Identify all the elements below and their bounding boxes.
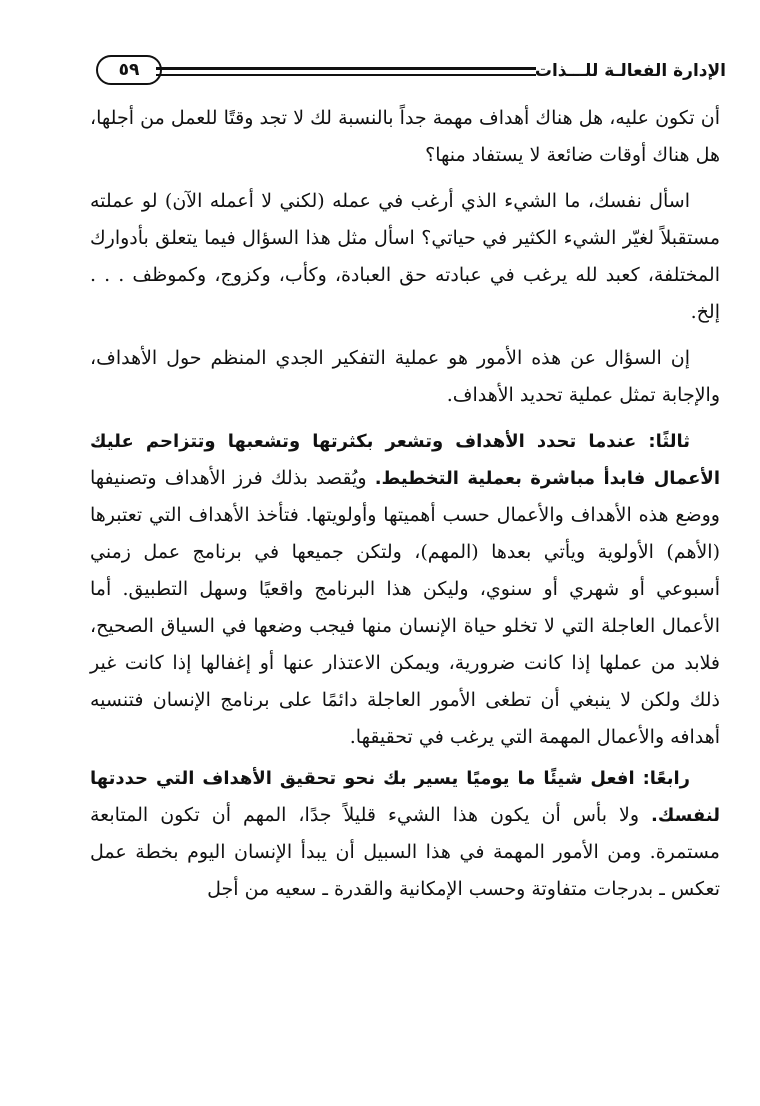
paragraph-4 xyxy=(90,423,720,756)
body-text xyxy=(90,100,720,917)
paragraph-4-lead: ثالثًا: عندما تحدد الأهداف وتشعر بكثرتها وتشعبها وتتزاحم عليك الأعمال فابدأ مباشرة بعملية التخطيط. xyxy=(90,431,721,489)
paragraph-3: إن السؤال عن هذه الأمور هو عملية التفكير الجدي المنظم حول الأهداف، والإجابة تمثل عملية تحديد الأهداف. xyxy=(90,347,720,406)
paragraph-2: اسأل نفسك، ما الشيء الذي أرغب في عمله (لكني لا أعمله الآن) لو عملته مستقبلاً لغيّر الشيء الكثير في حياتي؟ اسأل مثل هذا السؤال فيما يتعلق بأدوارك المختلفة، كعبد لله يرغب في عبادته حق العبادة، وكأب، وكزوج، وكموظف . . . إلخ. xyxy=(90,190,720,323)
paragraph-5 xyxy=(90,760,720,908)
page-number: ٥٩ xyxy=(96,55,162,85)
paragraph-4-text: ويُقصد بذلك فرز الأهداف وتصنيفها ووضع هذه الأهداف والأعمال حسب أهميتها وأولويتها. فتأخذ الأهداف التي تعتبرها (الأهم) الأولوية ويأتي بعدها (المهم)، ولتكن جميعها في برنامج عمل زمني أسبوعي أو شهري أو سنوي، وليكن هذا البرنامج واقعيًا وسهل التطبيق. أما الأعمال العاجلة التي لا تخلو حياة الإنسان منها فيجب وضعها في السياق الصحيح، فلابد من عملها إذا كانت ضرورية، ويمكن الاعتذار عنها أو إغفالها إذا كانت غير ذلك ولكن لا ينبغي أن تطغى الأمور العاجلة دائمًا على برنامج الإنسان فتنسيه أهدافه والأعمال المهمة التي يرغب في تحقيقها. xyxy=(90,467,720,748)
header-rule-thin xyxy=(156,74,536,76)
running-title: الإدارة الفعالـة للـــذات xyxy=(534,61,726,81)
paragraph-5-lead: رابعًا: افعل شيئًا ما يوميًا يسير بك نحو تحقيق الأهداف التي حددتها لنفسك. xyxy=(90,768,720,826)
header-rule-thick xyxy=(156,67,536,70)
page-header xyxy=(86,50,726,94)
paragraph-1: أن تكون عليه، هل هناك أهداف مهمة جداً بالنسبة لك لا تجد وقتًا للعمل من أجلها، هل هناك أوقات ضائعة لا يستفاد منها؟ xyxy=(90,107,720,166)
paragraph-5-text: ولا بأس أن يكون هذا الشيء قليلاً جدًا، المهم أن تكون المتابعة مستمرة. ومن الأمور المهمة في هذا السبيل أن يبدأ الإنسان اليوم بخطة عمل تعكس ـ بدرجات متفاوتة وحسب الإمكانية والقدرة ـ سعيه من أجل xyxy=(90,804,720,900)
